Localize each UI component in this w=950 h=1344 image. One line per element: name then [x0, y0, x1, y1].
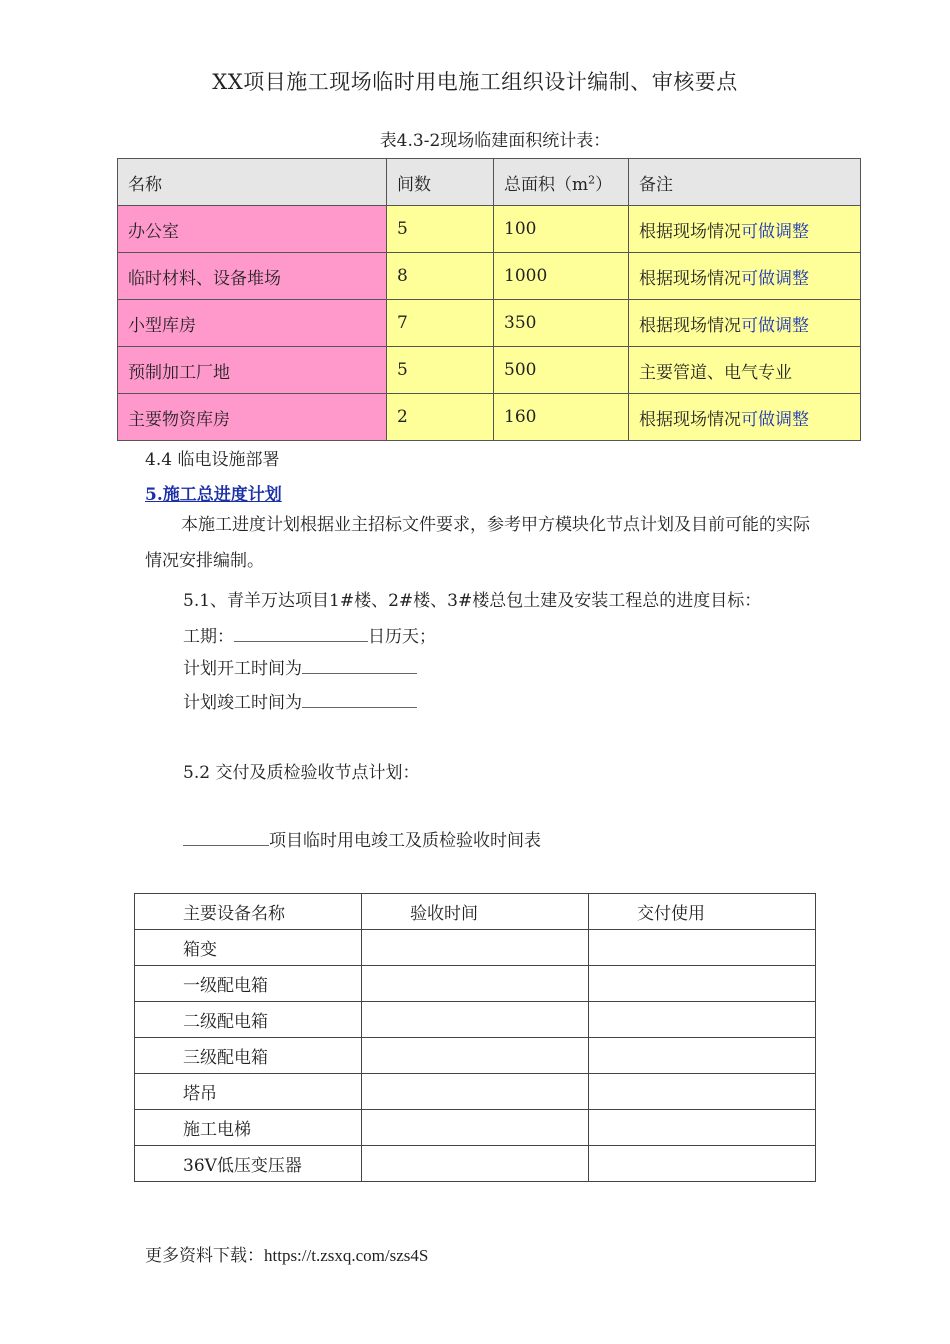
delivery-cell[interactable] — [589, 1110, 816, 1146]
row-area: 100 — [494, 206, 629, 253]
equipment-name: 二级配电箱 — [135, 1002, 362, 1038]
row-name: 预制加工厂地 — [118, 347, 387, 394]
equipment-name: 施工电梯 — [135, 1110, 362, 1146]
acceptance-schedule-table — [134, 893, 816, 1182]
duration-unit: 日历天； — [368, 627, 436, 647]
table-row — [118, 394, 861, 441]
table-row — [135, 966, 816, 1002]
row-count: 5 — [387, 347, 494, 394]
delivery-cell[interactable] — [589, 930, 816, 966]
table-row — [118, 300, 861, 347]
temp-facilities-area-table — [117, 158, 861, 441]
table-row — [135, 1146, 816, 1182]
row-note: 根据现场情况可做调整 — [629, 394, 861, 441]
row-note: 根据现场情况可做调整 — [629, 253, 861, 300]
accept-time-cell[interactable] — [362, 930, 589, 966]
equipment-name: 三级配电箱 — [135, 1038, 362, 1074]
row-name: 办公室 — [118, 206, 387, 253]
row-name: 小型库房 — [118, 300, 387, 347]
row-note: 主要管道、电气专业 — [629, 347, 861, 394]
table-row — [135, 930, 816, 966]
table-row — [118, 347, 861, 394]
accept-time-cell[interactable] — [362, 1038, 589, 1074]
accept-time-cell[interactable] — [362, 966, 589, 1002]
table-header-row — [135, 894, 816, 930]
accept-time-cell[interactable] — [362, 1074, 589, 1110]
duration-label: 工期： — [183, 627, 234, 647]
start-date-line — [183, 654, 417, 679]
row-count: 2 — [387, 394, 494, 441]
end-date-line — [183, 688, 417, 713]
row-count: 5 — [387, 206, 494, 253]
start-label: 计划开工时间为 — [183, 659, 302, 679]
row-area: 160 — [494, 394, 629, 441]
table-header-row — [118, 159, 861, 206]
footer-download-link[interactable]: 更多资料下载：https://t.zsxq.com/szs4S — [145, 1246, 429, 1265]
section-4-4-heading: 4.4 临电设施部署 — [145, 450, 280, 470]
accept-time-cell[interactable] — [362, 1146, 589, 1182]
table2-caption: 项目临时用电竣工及质检验收时间表 — [269, 831, 541, 851]
start-blank — [302, 657, 417, 674]
duration-blank — [234, 625, 368, 642]
equipment-name: 箱变 — [135, 930, 362, 966]
accept-time-cell[interactable] — [362, 1110, 589, 1146]
row-count: 8 — [387, 253, 494, 300]
equipment-name: 36V低压变压器 — [135, 1146, 362, 1182]
header-count: 间数 — [387, 159, 494, 206]
delivery-cell[interactable] — [589, 966, 816, 1002]
header-delivery: 交付使用 — [589, 894, 816, 930]
delivery-cell[interactable] — [589, 1146, 816, 1182]
row-name: 主要物资库房 — [118, 394, 387, 441]
table-row — [135, 1074, 816, 1110]
row-area: 350 — [494, 300, 629, 347]
table-row — [135, 1002, 816, 1038]
row-area: 1000 — [494, 253, 629, 300]
header-accept-time: 验收时间 — [362, 894, 589, 930]
item-5-2: 5.2 交付及质检验收节点计划： — [183, 763, 420, 783]
row-name: 临时材料、设备堆场 — [118, 253, 387, 300]
table1-caption: 表4.3-2现场临建面积统计表： — [379, 131, 611, 151]
table-row — [135, 1110, 816, 1146]
table-row — [135, 1038, 816, 1074]
document-title: XX项目施工现场临时用电施工组织设计编制、审核要点 — [212, 70, 738, 94]
project-name-blank — [183, 829, 269, 846]
duration-line — [183, 622, 436, 647]
end-blank — [302, 691, 417, 708]
section-5-heading[interactable]: 5.施工总进度计划 — [145, 485, 282, 505]
row-note: 根据现场情况可做调整 — [629, 206, 861, 253]
equipment-name: 塔吊 — [135, 1074, 362, 1110]
header-equipment: 主要设备名称 — [135, 894, 362, 930]
section-5-paragraph: 本施工进度计划根据业主招标文件要求，参考甲方模块化节点计划及目前可能的实际情况安排编制。 — [145, 515, 810, 571]
delivery-cell[interactable] — [589, 1038, 816, 1074]
accept-time-cell[interactable] — [362, 1002, 589, 1038]
row-note: 根据现场情况可做调整 — [629, 300, 861, 347]
row-count: 7 — [387, 300, 494, 347]
row-area: 500 — [494, 347, 629, 394]
table-row — [118, 253, 861, 300]
delivery-cell[interactable] — [589, 1074, 816, 1110]
end-label: 计划竣工时间为 — [183, 693, 302, 713]
delivery-cell[interactable] — [589, 1002, 816, 1038]
table-row — [118, 206, 861, 253]
table2-caption-line — [183, 826, 541, 851]
item-5-1: 5.1、青羊万达项目1#楼、2#楼、3#楼总包土建及安装工程总的进度目标： — [183, 591, 762, 611]
equipment-name: 一级配电箱 — [135, 966, 362, 1002]
header-name: 名称 — [118, 159, 387, 206]
header-note: 备注 — [629, 159, 861, 206]
header-area: 总面积$(m^2)$ — [494, 159, 629, 206]
